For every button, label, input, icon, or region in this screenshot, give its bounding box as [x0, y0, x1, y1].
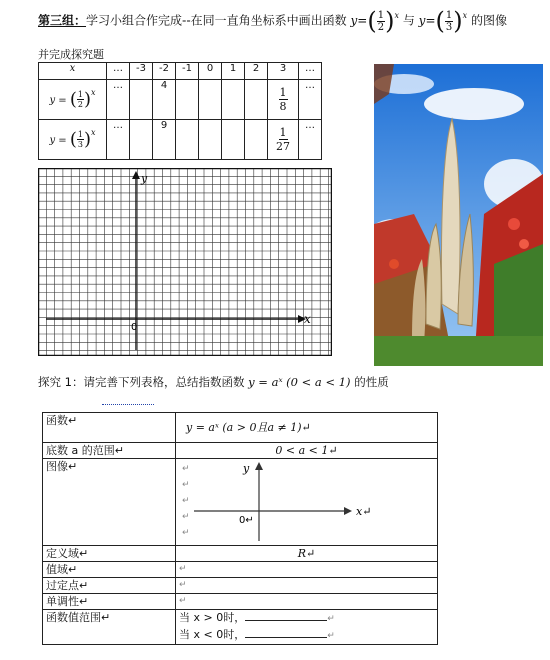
mark: ↵: [327, 614, 335, 624]
subheading: 并完成探究题: [38, 48, 104, 61]
explore-heading: [38, 374, 389, 390]
paren-close: ): [83, 128, 92, 150]
row2-fraction: [77, 130, 84, 149]
props-row-base: [43, 443, 438, 459]
x-axis-label: x: [304, 312, 311, 326]
mark: ↵: [182, 464, 190, 474]
label-fixed-point: 过定点↵: [43, 578, 176, 594]
header-cell: 3: [268, 63, 299, 80]
label-monotonicity: 单调性↵: [43, 594, 176, 610]
label-domain: 定义域↵: [43, 546, 176, 562]
fnrange-line2-text: 当 x < 0时，: [179, 628, 246, 641]
landscape-photo: [374, 64, 543, 366]
graph-marks: [182, 461, 190, 541]
label-base: 底数 a 的范围↵: [43, 443, 176, 459]
header-cell: -2: [153, 63, 176, 80]
heading-text: 学习小组合作完成--在同一直角坐标系中画出函数: [86, 13, 347, 28]
header-cell: 2: [245, 63, 268, 80]
paren-open: (: [69, 128, 77, 150]
cell: …: [107, 120, 130, 160]
mini-origin: 0↵: [239, 515, 254, 526]
row2-value-den: 27: [276, 140, 290, 153]
paren-close: ): [453, 7, 463, 35]
answer-blank[interactable]: [245, 627, 327, 638]
func2-exp: x: [462, 11, 468, 20]
func1-exp: x: [394, 11, 399, 20]
header-cell: …: [107, 63, 130, 80]
props-row-range: [43, 562, 438, 578]
value-table-header: [39, 63, 322, 80]
fnrange-line1: [179, 610, 434, 627]
cell: …: [107, 80, 130, 120]
paren-open: (: [435, 7, 445, 35]
cell: [199, 80, 222, 120]
header-cell: 0: [199, 63, 222, 80]
header-cell: …: [299, 63, 322, 80]
func2-den: 3: [445, 21, 453, 33]
row1-fraction: [77, 90, 84, 109]
func1-y: y: [350, 13, 358, 28]
mark: ↵: [182, 528, 190, 538]
row1-value-fraction: [279, 86, 288, 113]
value-function: y = aˣ (a > 0且a ≠ 1)↵: [176, 413, 438, 443]
func1-fraction: [377, 10, 385, 33]
cell: [176, 80, 199, 120]
heading-label: 第三组：: [38, 13, 87, 28]
paren-open: (: [367, 7, 377, 35]
label-function: 函数↵: [43, 413, 176, 443]
explore-text: 探究 1：请完善下列表格，总结指数函数: [38, 375, 245, 389]
mini-axes: [176, 459, 430, 545]
row2-y: y: [49, 134, 56, 146]
origin-label: 0: [131, 322, 138, 333]
answer-blank[interactable]: [245, 610, 327, 621]
row1-num: 1: [77, 90, 83, 99]
cell: [222, 80, 245, 120]
cell: …: [299, 120, 322, 160]
func1-num: 1: [377, 9, 385, 21]
label-function-range: 函数值范围↵: [43, 610, 176, 645]
header-cell: -1: [176, 63, 199, 80]
dotted-underline: [102, 404, 154, 405]
func1-den: 2: [377, 21, 385, 33]
mark: ↵: [182, 512, 190, 522]
mini-x-arrow: [344, 507, 352, 515]
row2-den: 3: [77, 140, 83, 149]
value-base: 0 < a < 1↵: [176, 443, 438, 459]
props-row-function-range: [43, 610, 438, 645]
row1-value-num: 1: [279, 86, 287, 99]
coordinate-grid: [38, 168, 332, 356]
cell: 4: [153, 80, 176, 120]
func1-eq: =: [357, 13, 368, 28]
row1-frac-cell: [268, 80, 299, 120]
explore-tail: 的性质: [354, 375, 389, 389]
cell: [130, 80, 153, 120]
header-cell: 1: [222, 63, 245, 80]
cell: [222, 120, 245, 160]
header-cell: -3: [130, 63, 153, 80]
value-function-range: [176, 610, 438, 645]
value-table-row2: [39, 120, 322, 160]
props-row-domain: [43, 546, 438, 562]
paren-close: ): [385, 7, 395, 35]
func2-fraction: [445, 10, 453, 33]
label-graph: 图像↵: [43, 459, 176, 546]
properties-table: [42, 412, 438, 645]
explore-formula: y = aˣ (0 < a < 1): [248, 375, 351, 389]
cell: [130, 120, 153, 160]
mini-y-label: y: [243, 462, 250, 475]
grid-lines: [38, 168, 332, 356]
props-row-monotonicity: [43, 594, 438, 610]
fnrange-line1-text: 当 x > 0时，: [179, 611, 246, 624]
heading-connector: 与: [402, 13, 415, 28]
mark: ↵: [182, 496, 190, 506]
value-domain: R↵: [176, 546, 438, 562]
cell: [199, 120, 222, 160]
row2-value-fraction: [276, 126, 290, 153]
row2-func: y = ( $\frac{1}{3}$ )$^x$: [39, 120, 107, 160]
fnrange-line2: [179, 627, 434, 644]
row2-num: 1: [77, 130, 83, 139]
value-table-row1: [39, 80, 322, 120]
cell: [245, 120, 268, 160]
grid-border: [39, 169, 332, 356]
value-range[interactable]: ↵: [176, 562, 438, 578]
row1-func: y = ( $\frac{1}{2}$ )$^x$: [39, 80, 107, 120]
row2-value-num: 1: [279, 126, 287, 139]
header-x: x: [39, 63, 107, 80]
row2-frac-cell: [268, 120, 299, 160]
func2-y: y: [418, 13, 426, 28]
y-axis-label: y: [141, 172, 148, 185]
func2-eq: =: [425, 13, 436, 28]
label-range: 值域↵: [43, 562, 176, 578]
mark: ↵: [327, 631, 335, 641]
props-row-function: [43, 413, 438, 443]
func2-num: 1: [445, 9, 453, 21]
row1-den: 2: [77, 100, 83, 109]
paren-close: ): [83, 88, 92, 110]
mini-x-label: x↵: [356, 505, 372, 518]
value-monotonicity[interactable]: ↵: [176, 594, 438, 610]
row1-y: y: [49, 94, 56, 106]
props-row-graph: [43, 459, 438, 546]
page-heading: [38, 9, 507, 33]
cell: [245, 80, 268, 120]
paren-open: (: [69, 88, 77, 110]
row1-value-den: 8: [279, 100, 287, 113]
value-fixed-point[interactable]: ↵: [176, 578, 438, 594]
cell: …: [299, 80, 322, 120]
mark: ↵: [182, 480, 190, 490]
heading-tail: 的图像: [470, 13, 507, 28]
row1-exp: x: [91, 87, 96, 97]
cell: 9: [153, 120, 176, 160]
props-row-fixed-point: [43, 578, 438, 594]
row2-exp: x: [91, 127, 96, 137]
value-graph: [176, 459, 438, 546]
value-table: [38, 62, 322, 160]
y-axis-arrow: [132, 171, 140, 179]
cell: [176, 120, 199, 160]
mini-y-arrow: [255, 462, 263, 470]
